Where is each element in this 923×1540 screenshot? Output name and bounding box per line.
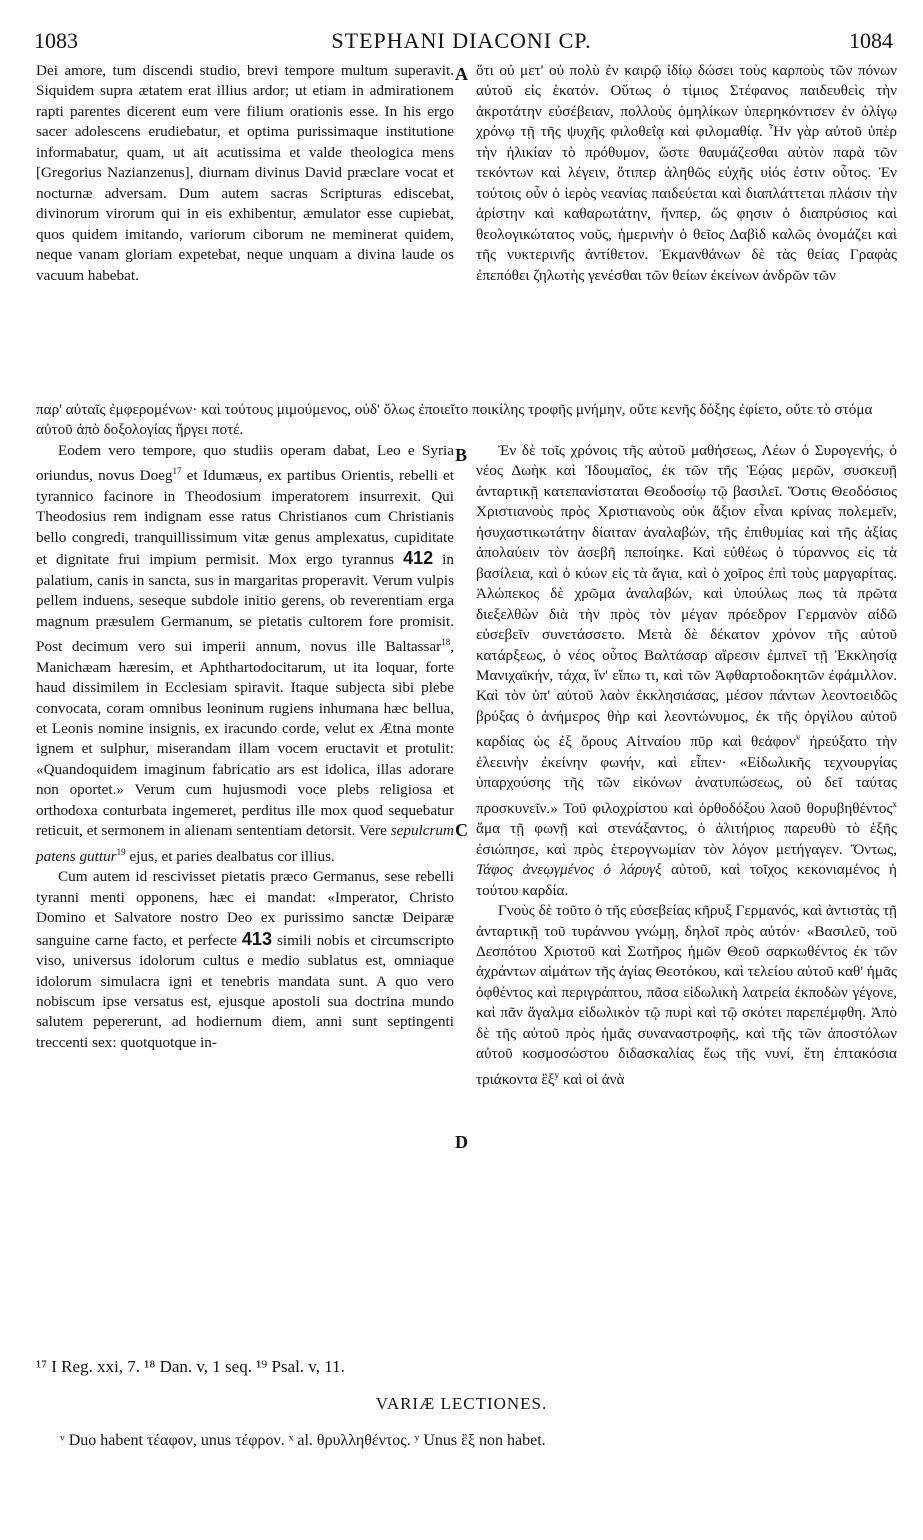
greek-column-bottom — [476, 441, 897, 1090]
section-marker-c: C — [455, 820, 468, 840]
latin-paragraph-2 — [36, 441, 454, 867]
latin-italic-quote: sepulcrum patens guttur — [36, 822, 454, 865]
latin-paragraph-1: Dei amore, tum discendi studio, brevi tempore multum superavit. Siquidem supra ætatem erat illius ardor; ut etiam in admirationem rapti parentes dicerent eum vere filium orationis esse. In his ergo sacer adolescens erudiebatur, et optima purissimaque institutione informabatur, quam, ut ait acutissima et valde theologica mens [Gregorius Nazianzenus], diurnam divinus David præclare vocat et nocturnæ adversam. Dum autem sacras Scripturas ediscebat, divinorum virorum qui in eis exhibentur, æmulator esse cupiebat, quos quidem imitando, variorum ciborum ne meminerat quidem, neque vanam gloriam expetebat, neque unquam a divina laude os vacuum habebat. — [36, 62, 454, 284]
variae-lectiones-notes: ᵛ Duo habent τέαφον, unus τέφρον. ˣ al. θρυλληθέντος. ʸ Unus ἓξ non habet. — [60, 1432, 546, 1449]
variant-ref-y: y — [554, 1069, 560, 1080]
footnote-ref-19: 19 — [116, 846, 126, 857]
section-marker-d: D — [455, 1132, 468, 1152]
footnotes: ¹⁷ I Reg. xxi, 7. ¹⁸ Dan. v, 1 seq. ¹⁹ Psal. v, 11. — [36, 1357, 345, 1376]
latin-text: Eodem vero tempore, quo studiis operam dabat, Leo e Syria oriundus, novus Doeg — [36, 442, 454, 485]
greek-italic-quote: Τάφος ἀνεῳγμένος ὁ λάρυγξ — [476, 861, 662, 879]
greek-paragraph-3 — [476, 901, 897, 1090]
page-header — [0, 26, 923, 60]
greek-full-paragraph: παρ' αὐταῖς ἐμφερομένων· καὶ τούτους μιμούμενος, οὐδ' ὅλως ἐποιεῖτο ποικίλης τροφῆς μνήμην, οὔτε κενῆς δόξης ἐφίετο, οὔτε τὸ στόμα αὐτοῦ ἀπὸ δοξολογίας ἤργει ποτέ. — [36, 401, 873, 439]
latin-text: et Idumæus, ex partibus Orientis, rebelli et tyrannico facinore in Theodosium imperatorem insurrexit. Qui Theodosius rem indignam esse ratus Christianos cum Christianis bello congredi, tranquillissimum vitæ genus amplexatus, cupiditate et dignitate frui impium permisit. Mox ergo tyrannus — [36, 467, 454, 569]
greek-text: αὐτοῦ, καὶ τοῖχος κεκονιαμένος ἡ τούτου καρδία. — [476, 861, 897, 899]
greek-text: καὶ οἱ ἀνὰ — [559, 1070, 625, 1088]
left-page-number: 1083 — [34, 28, 78, 53]
latin-text: in palatium, canis in sancta, sus in margaritas properavit. Verum vulpis pellem induens, seseque subdole initio gerens, ob reverentiam erga magnum præsulem Germanum, se pietatis cultorem fore promisit. Post decimum vero sui imperii annum, novus ille Baltassar — [36, 551, 454, 656]
running-title: STEPHANI DIACONI CP. — [331, 28, 592, 53]
section-marker-a: A — [455, 64, 468, 84]
greek-paragraph-1: ὅτι οὐ μετ' οὐ πολὺ ἐν καιρῷ ἰδίῳ δώσει τοὺς καρποὺς τῶν πόνων αὐτοῦ εἰς ἑκατόν. Οὕτως ὁ τίμιος Στέφανος παιδευθεὶς τὴν ἀκροτάτην εὐσέβειαν, πολλοὺς ὁμηλίκων ὑπερηκόντισεν ἐν ὀλίγῳ χρόνῳ τῇ τῆς ψυχῆς φιλοθεΐᾳ καὶ φιλομαθίᾳ. Ἦν γὰρ αὐτοῦ ὑπὲρ τὴν ἡλικίαν τὸ πρόθυμον, ὥστε θαυμάζεσθαι αὐτὸν παρὰ τῶν τεκόντων καὶ λέγειν, ὅτιπερ ἀληθῶς εὐχῆς υἱός ἐστιν οὗτος. Ἐν τούτοις οὖν ὁ ἱερὸς νεανίας παιδεύεται καὶ διαπλάττεται πλάσιν τὴν ἀρίστην καὶ καθαρωτάτην, ἥνπερ, ὥς φησιν ὁ διαπρύσιος καὶ θεολογικώτατος νοῦς, ἡμερινὴν ὁ θεῖος Δαβὶδ καλῶς ὀνομάζει καὶ τῆς νυκτερινῆς ἀντίθετον. Ἐκμανθάνων δὲ τὰς θείας Γραφὰς ἐπεπόθει ζηλωτὴς γενέσθαι τῶν θείων ἐκείνων ἀνδρῶν τῶν — [476, 62, 897, 284]
section-marker-b: B — [455, 445, 468, 465]
footnote-ref-18: 18 — [441, 637, 451, 648]
latin-column-top — [36, 61, 454, 286]
greek-paragraph-2 — [476, 441, 897, 901]
greek-text: ἅμα τῇ φωνῇ καὶ στενάξαντος, ὁ ἀλιτήριος παρευθὺ τὸ ἑξῆς ἐσιώπησε, καὶ πρὸς ἑτερογνωμίαν τὸν λόγον μετήγαγεν. Ὄντως, — [476, 820, 897, 858]
column-number-412: 412 — [403, 548, 434, 569]
greek-text: ἠρεύξατο τὴν ἐλεεινὴν ἐκείνην φωνήν, καὶ εἶπεν· «Εἰδωλικῆς τεχνουργίας ὑπαρχούσης τῆς τῶν εἰκόνων ἀνατυπώσεως, οὐ δεῖ ταύτας προσκυνεῖν.» Τοῦ φιλοχρίστου καὶ ὀρθοδόξου λαοῦ θορυβηθέντος — [476, 733, 897, 817]
greek-text: Γνοὺς δὲ τοῦτο ὁ τῆς εὐσεβείας κῆρυξ Γερμανός, καὶ ἀντιστὰς τῇ ἀνταρτικῇ τοῦ τυράννου γνώμῃ, δηλοῖ πρὸς αὐτόν· «Βασιλεῦ, τοῦ Δεσπότου Χριστοῦ καὶ Σωτῆρος ἡμῶν Θεοῦ σαρκωθέντος ἐκ τῶν ἀχράντων αἱμάτων τῆς ἁγίας Θεοτόκου, καὶ τελείου αὐτοῦ καθ' ἡμᾶς ὀφθέντος καὶ περιγράπτου, πᾶσα εἰδωλικὴ λατρεία ἐκποδὼν γέγονε, καὶ πᾶν ἄγαλμα εἰδωλικὸν τῷ πυρὶ καὶ τῷ σκότει παρεπέμφθη. Ἀπὸ δὲ τῆς αὐτοῦ πρὸς ἡμᾶς συναναστροφῆς, καὶ τῆς τῶν ἀποστόλων αὐτοῦ κοσμοσώστου διδασκαλίας ἕως τῆς νυνί, ἔτη ἑπτακόσια τριάκοντα ἓξ — [476, 902, 897, 1088]
latin-text: , Manichæam hæresim, et Aphthartodocitarum, ut ita loquar, forte haud dissimilem in Ecclesiam spiravit. Itaque subjecta sibi plebe convocata, coram omnibus leoninum rugiens inhumana hæc bellua, et Leonis nomine insignis, ex iracundo corde, velut ex Ætna monte ignem et sulphur, miserandam illam vocem eructavit et protulit: «Quandoquidem imaginum fabricatio ars est idolica, illas adorare non oportet.» Verum cum hujusmodi voce plebs religiosa et orthodoxa conturbata ingemeret, perditus ille mox quod sequebatur reticuit, et sermonem in alienam sententiam detorsit. Vere — [36, 638, 454, 840]
latin-text: ejus, et paries dealbatus cor illius. — [125, 847, 335, 865]
greek-text: Ἐν δὲ τοῖς χρόνοις τῆς αὐτοῦ μαθήσεως, Λέων ὁ Συρογενής, ὁ νέος Δωὴκ καὶ Ἰδουμαῖος, ἐκ τῶν τῆς Ἑῴας μερῶν, συσκευῇ ἀνταρτικῇ κατεπανίσταται Θεοδοσίῳ τῷ βασιλεῖ. Ὅστις Θεοδόσιος Χριστιανοὺς πρὸς Χριστιανοὺς οὐκ ἄξιον εἶναι κρίνας πολεμεῖν, ἡσυχαστικωτάτην δίαιταν ἀναλαβών, τῆς ἐπιθυμίας καὶ τῆς ἀξίας ἀπολαύειν τὸν ἀσεβῆ πεποίηκε. Καὶ εὐθέως ὁ τύραννος εἰς τὰ βασίλεια, καὶ ὁ κύων εἰς τὰ ἅγια, καὶ ὁ χοῖρος ἐπὶ τοὺς μαργαρίτας. Ἀλώπεκος δὲ χρῶμα ἀναλαβών, καὶ ὑπούλως πως τὰ πρῶτα διεξελθὼν διὰ τὴν πρὸς τὸν μέγαν πρόεδρον Γερμανὸν αἰδῶ εὐσεβεῖν συνετάσσετο. Μετὰ δὲ δέκατον χρόνον τῆς αὐτοῦ κατάρξεως, ὁ νέος οὗτος Βαλτάσαρ αἵρεσιν ἐμπνεῖ τῇ Ἐκκλησίᾳ Μανιχαϊκήν, τάχα, ἵν' εἴπω τι, καὶ τῶν Ἀφθαρτοδοκητῶν ἐφάμιλλον. Καὶ τὸν ὑπ' αὐτοῦ λαὸν ἐκκλησιάσας, μέσον πάντων λεοντοειδῶς βρύξας ὁ ἀνήμερος θὴρ καὶ λεοντώνυμος, ἐκ τῆς ὀργίλου αὐτοῦ καρδίας ὡς ἐξ ὄρους Αἰτναίου πῦρ καὶ θεάφον — [476, 442, 897, 751]
latin-text: Cum autem id rescivisset pietatis præco Germanus, sese rebelli tyranni menti opponens, hæc ei mandat: «Imperator, Christo Domino et Salvatore nostro Deo ex purissimo sanctæ Deiparæ sanguine carne facto, et perfecte — [36, 868, 454, 949]
footnote-ref-17: 17 — [172, 466, 182, 477]
variant-ref-v: v — [795, 732, 801, 743]
column-number-413: 413 — [241, 928, 272, 949]
variae-lectiones-title: VARIÆ LECTIONES. — [375, 1394, 548, 1413]
variant-ref-x: x — [892, 798, 897, 809]
latin-paragraph-3 — [36, 867, 454, 1053]
right-page-number: 1084 — [849, 28, 893, 53]
latin-text: simili nobis et circumscripto viso, universus idolorum cultus e medio sublatus est, omniaque idolorum simulacra igni et tenebris mandata sunt. A quo vero nobiscum ipse versatus est, ejusque apostoli sua doctrina mundo salutem pepererunt, ad hodiernum diem, anni sunt septingenti treccenti sex: quotquotque in- — [36, 931, 454, 1051]
latin-column-bottom — [36, 441, 454, 1053]
greek-full-width-line — [36, 400, 902, 441]
greek-column-top — [476, 61, 897, 286]
